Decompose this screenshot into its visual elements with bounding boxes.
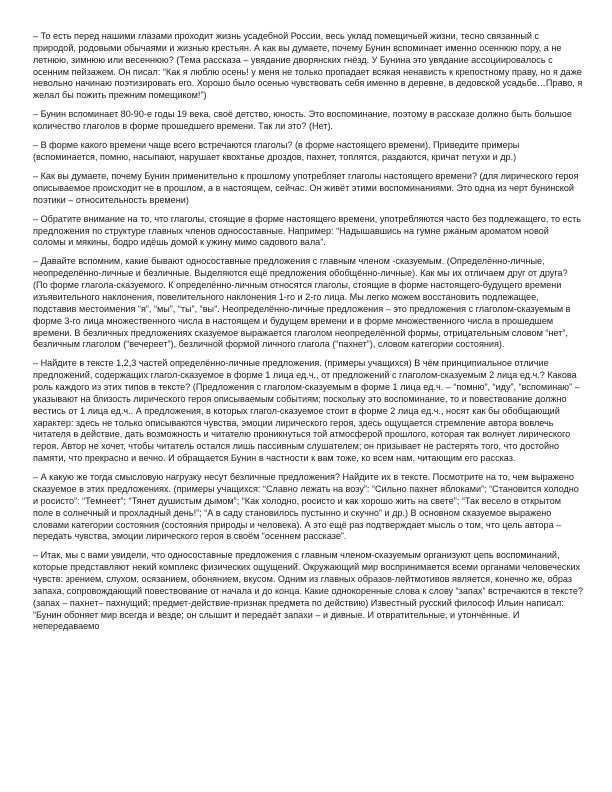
paragraph-3: – В форме какого времени чаще всего встречаются глаголы? (в форме настоящего времени). Приведите примеры (вспоминается, помню, насыпают, нарушает квохтанье дроздов, пахнет, топлятся, раздаются, кричат петухи и др.) xyxy=(33,140,520,162)
document-page xyxy=(33,31,583,641)
paragraph-1: – То есть перед нашими глазами проходит жизнь усадебной России, весь уклад помещичьей жизни, тесно связанный с природой, родовыми обычаями и жизнью крестьян. А как вы думаете, почему Бунин вспоминает именно осеннюю пору, а не летнюю, зимнюю или весеннюю? (Тема рассказа – увядание дворянских гнёзд. У Бунина это увядание ассоциировалось с осенним пейзажем. Он писал: “Как я люблю осень! у меня не только пропадает всякая ненависть к крепостному праву, но я даже невольно начинаю поэтизировать его. Хорошо было осенью чувствовать себя именно в деревне, в дедовской усадьбе…Право, я желал бы пожить прежним помещиком!”) xyxy=(33,31,583,101)
paragraph-7: – Найдите в тексте 1,2,3 частей определённо-личные предложения. (примеры учащихся) В чём принципиальное отличие предложений, содержащих глагол-сказуемое в форме 1 лица ед.ч., от предложений с глаголом-сказуемым 2 лица ед.ч.? Какова роль каждого из этих типов в тексте? (Предложения с глаголом-сказуемым в форме 1 лица ед.ч. – “помню”, “иду”, “вспоминаю” – указывают на близость лирического героя описываемым событиям; поскольку это воспоминание, то и повествование должно вестись от 1 лица ед.ч.. А предложения, в которых глагол-сказуемое стоит в форме 2 лица ед.ч., носят как бы обобщающий характер: здесь не только описываются чувства, эмоции лирического героя, здесь ощущается стремление автора вовлечь читателя в действие, дать возможность и читателю проникнуться той атмосферой прошлого, которая так волнует лирического героя. Автор не хочет, чтобы читатель остался лишь пассивным слушателем; он призывает не растерять того, что достойно памяти, что прекрасно и вечно. И обращается Бунин в частности к вам тоже, ко всем нам, читающим его рассказ. xyxy=(33,358,580,464)
paragraph-2: – Бунин вспоминает 80-90-е годы 19 века, своё детство, юность. Это воспоминание, поэтому в рассказе должно быть большое количество глаголов в форме прошедшего времени. Так ли это? (Нет). xyxy=(33,109,572,132)
paragraph-8: – А какую же тогда смысловую нагрузку несут безличные предложения? Найдите их в тексте. Посмотрите на то, чем выражено сказуемое в этих предложениях. (примеры учащихся: “Славно лежать на возу”: “Сильно пахнет яблоками”; “Становится холодно и росисто”: “Темнеет”; “Тянет душистым дымом”; “Как холодно, росисто и как хорошо жить на свете”; “Так весело в открытом поле в солнечный и прохладный день!”; “А в саду становилось пустынно и скучно” и др.) В основном сказуемое выражено словами категории состояния (состояния природы и человека). А это ещё раз подтверждает мысль о том, что цель автора – передать чувства, эмоции лирического героя в своём “осеннем рассказе”. xyxy=(33,472,579,542)
paragraph-6: – Давайте вспомним, какие бывают односоставные предложения с главным членом -сказуемым. (Определённо-личные, неопределённо-личные и безличные. Выделяются ещё предложения обобщённо-личные). Как мы их отличаем друг от друга? (По форме глагола-сказуемого. К определённо-личным относятся глаголы, стоящие в форме настоящего-будущего времени изъявительного наклонения, повелительного наклонения 1-го и 2-го лица. Мы легко можем восстановить подлежащее, подставив местоимения “я”, “мы”, “ты”, “вы”. Неопределённо-личные предложения – это предложения с глаголом-сказуемым в форме 3-го лица множественного числа в настоящем и будущем времени и в форме множественного числа в прошедшем времени. В безличных предложениях сказуемое выражается глаголом неопределённой формы, отрицательным словом “нет”, безличным глаголом (“вечереет”), безличной формой личного глагола (“пахнет”), словом категории состояния). xyxy=(33,256,571,350)
paragraph-9: – Итак, мы с вами увидели, что односоставные предложения с главным членом-сказуемым организуют цепь воспоминаний, которые представляют некий комплекс физических ощущений. Окружающий мир воспринимается всеми органами человеческих чувств: зрением, слухом, осязанием, обонянием, вкусом. Одним из главных образов-лейтмотивов является, конечно же, образ запаха, сопровождающий повествование от начала и до конца. Какие однокоренные слова к слову “запах” встречаются в тексте? (запах – пахнет– пахнущий; предмет-действие-признак предмета по действию) Известный русский философ Ильин написал: “Бунин обоняет мир всегда и везде; он слышит и передаёт запахи – и дивные. И отвратительные, и утончённые. И непередаваемо xyxy=(33,550,584,632)
paragraph-5: – Обратите внимание на то, что глаголы, стоящие в форме настоящего времени, употребляются часто без подлежащего, то есть предложения по структуре главных членов односоставные. Например: “Надышавшись на гумне ржаным ароматом новой соломы и мякины, бодро идёшь домой к ужину мимо садового вала”. xyxy=(33,213,582,248)
paragraph-4: – Как вы думаете, почему Бунин применительно к прошлому употребляет глаголы настоящего времени? (для лирического героя описываемое происходит не в прошлом, а в настоящем, сейчас. Он живёт этими воспоминаниями. Это одна из черт бунинской поэтики – относительность времени) xyxy=(33,171,579,205)
